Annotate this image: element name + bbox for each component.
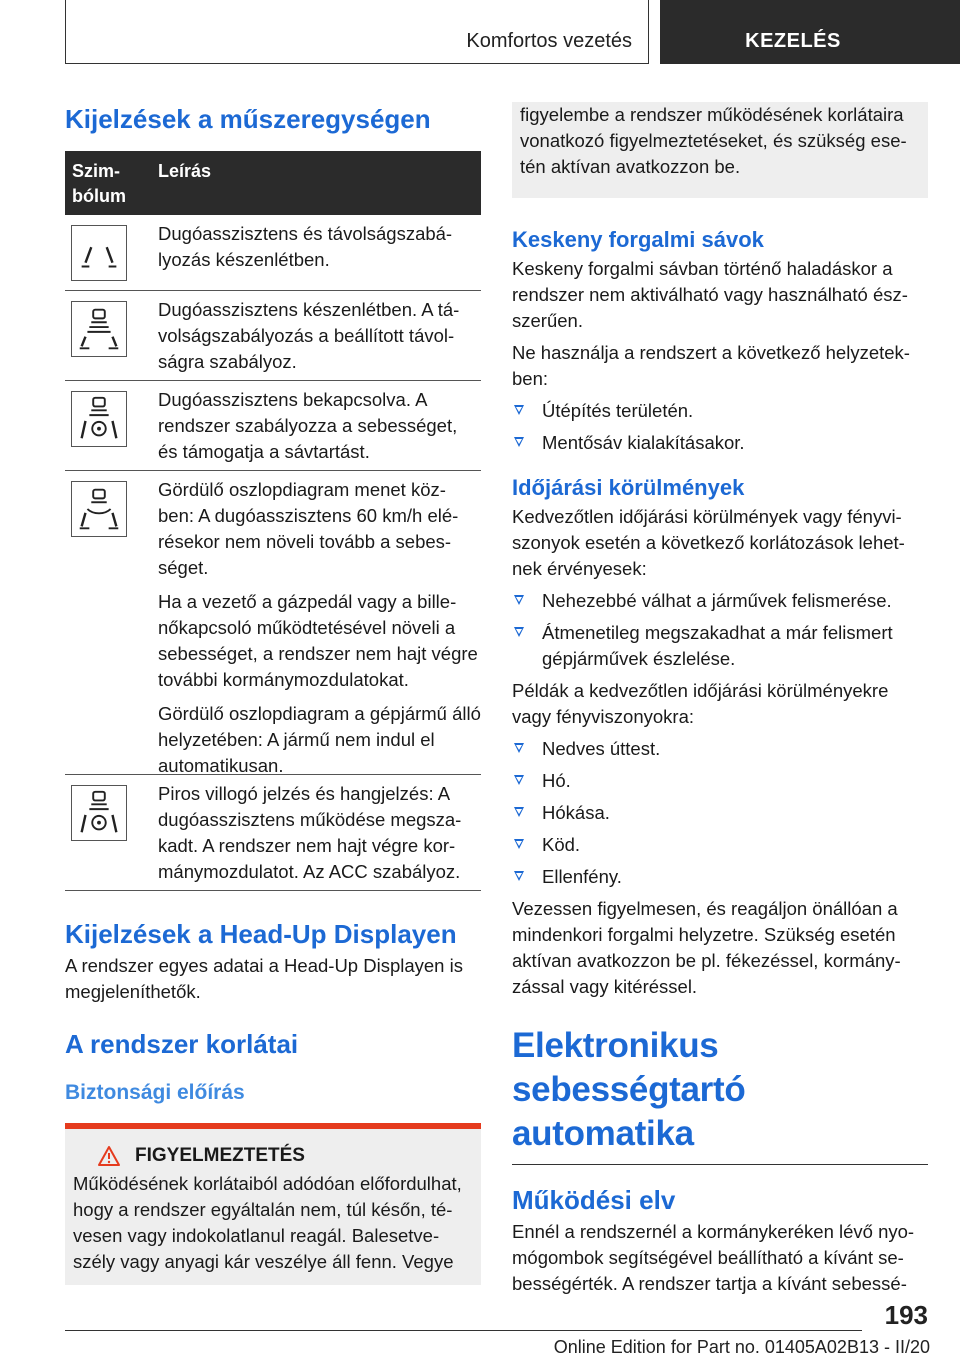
header-left-rule — [65, 0, 66, 64]
triangle-bullet-icon — [514, 595, 524, 605]
paragraph-principle: Ennél a rendszernél a kormánykeréken lévő nyo-mógombok segítségével beállítható a kívánt se-bességérték. A rendszer tartja a kívánt sebessé- — [512, 1221, 915, 1294]
heading-safety: Biztonsági előírás — [65, 1081, 245, 1104]
table-row — [65, 291, 481, 381]
col-description-header: Leírás — [158, 161, 212, 181]
footer-text: Online Edition for Part no. 01405A02B13 - II/20 — [553, 1337, 930, 1357]
assistant-interrupted-icon — [71, 785, 127, 841]
page-number: 193 — [884, 1300, 928, 1330]
table-row — [65, 215, 481, 291]
triangle-bullet-icon — [514, 437, 524, 447]
paragraph-weather-1: Kedvezőtlen időjárási körülmények vagy fényvi-szonyok esetén a következő korlátozások lehet-nek érvényesek: — [512, 506, 905, 579]
warning-text-continued: figyelembe a rendszer működésének korlátaira vonatkozó figyelmeztetéseket, és szükség ese-tén aktívan avatkozzon be. — [520, 104, 907, 177]
heading-rule — [512, 1164, 928, 1165]
heading-principle: Működési elv — [512, 1185, 676, 1215]
paragraph-weather-3: Vezessen figyelmesen, és reagáljon önállóan a mindenkori forgalmi helyzetre. Szükség esetén aktívan avatkozzon be pl. fékezéssel, kormány-zással vagy kitéréssel. — [512, 898, 901, 997]
list-item: Ellenfény. — [512, 864, 928, 890]
footer-rule — [65, 1330, 862, 1331]
list-item: Útépítés területén. — [512, 398, 928, 424]
heading-narrow-lanes: Keskeny forgalmi sávok — [512, 227, 764, 252]
right-column — [512, 102, 928, 1297]
row-description: Piros villogó jelzés és hangjelzés: A dugóasszisztens működése megsza-kadt. A rendszer nem hajt végre kor-mánymozdulatot. Az ACC szabályoz. — [158, 783, 462, 882]
section-title: Komfortos vezetés — [466, 30, 632, 52]
row-description: Gördülő oszlopdiagram menet köz-ben: A dugóasszisztens 60 km/h elé-résekor nem növeli tovább a sebes-séget. — [158, 479, 459, 578]
heading-weather: Időjárási körülmények — [512, 475, 745, 500]
list-weather-2 — [512, 736, 928, 890]
paragraph-narrow-2: Ne használja a rendszert a következő helyzetek-ben: — [512, 342, 910, 389]
header-bottom-rule — [65, 63, 648, 64]
paragraph-narrow-1: Keskeny forgalmi sávban történő haladáskor a rendszer nem aktiválható vagy használható ész-szerűen. — [512, 258, 908, 331]
row-description: Ha a vezető a gázpedál vagy a bille-nőkapcsoló működtetésével növeli a sebességet, a rendszer nem hajt végre további kormánymozdulatokat. — [158, 591, 478, 690]
list-item: Hókása. — [512, 800, 928, 826]
chapter-tab-label: KEZELÉS — [745, 30, 841, 52]
triangle-bullet-icon — [514, 871, 524, 881]
triangle-bullet-icon — [514, 743, 524, 753]
table-row — [65, 381, 481, 471]
list-item: Hó. — [512, 768, 928, 794]
warning-triangle-icon — [97, 1145, 121, 1167]
triangle-bullet-icon — [514, 775, 524, 785]
table-header — [65, 151, 481, 215]
warning-title: FIGYELMEZTETÉS — [135, 1145, 305, 1166]
triangle-bullet-icon — [514, 839, 524, 849]
chapter-tab[interactable] — [660, 0, 960, 64]
list-item: Nedves úttest. — [512, 736, 928, 762]
warning-box — [65, 1129, 481, 1285]
list-item: Mentősáv kialakításakor. — [512, 430, 928, 456]
symbol-table — [65, 151, 481, 891]
header-mid-rule — [648, 0, 649, 64]
warning-box-continued — [512, 102, 928, 198]
rolling-queue-icon — [71, 481, 127, 537]
table-row — [65, 775, 481, 891]
paragraph-weather-2: Példák a kedvezőtlen időjárási körülményekre vagy fényviszonyokra: — [512, 680, 889, 727]
heading-displays: Kijelzések a műszeregységen — [65, 104, 431, 134]
row-description: Dugóasszisztens bekapcsolva. A rendszer szabályozza a sebességet, és támogatja a sávtartást. — [158, 389, 458, 462]
triangle-bullet-icon — [514, 627, 524, 637]
list-item: Átmenetileg megszakadhat a már felismert gépjárművek észlelése. — [512, 620, 928, 672]
row-description: Dugóasszisztens készenlétben. A tá-volságszabályozás a beállított távol-ságra szabályoz. — [158, 299, 460, 372]
traffic-jam-assistant-ready-icon — [71, 225, 127, 281]
triangle-bullet-icon — [514, 807, 524, 817]
col-symbol-header: Szim- bólum — [72, 161, 126, 206]
heading-hud: Kijelzések a Head-Up Displayen — [65, 919, 457, 949]
warning-text: Működésének korlátaiból adódóan előfordulhat, hogy a rendszer egyáltalán nem, túl későn, té-vesen vagy indokolatlanul reagál. Balesetve-szély vagy anyagi kár veszélye áll fenn. Vegye — [73, 1173, 462, 1272]
list-item: Köd. — [512, 832, 928, 858]
heading-cruise-control: Elektronikus sebességtartó automatika — [512, 1026, 746, 1153]
paragraph-hud: A rendszer egyes adatai a Head-Up Displayen is megjeleníthetők. — [65, 955, 463, 1002]
table-row — [65, 471, 481, 775]
heading-limits: A rendszer korlátai — [65, 1029, 299, 1059]
traffic-jam-assistant-active-icon — [71, 391, 127, 447]
traffic-jam-assistant-distance-icon — [71, 301, 127, 357]
row-description: Dugóasszisztens és távolságszabá-lyozás készenlétben. — [158, 223, 453, 270]
row-description: Gördülő oszlopdiagram a gépjármű álló helyzetében: A jármű nem indul el automatikusan. — [158, 703, 481, 776]
triangle-bullet-icon — [514, 405, 524, 415]
list-narrow — [512, 398, 928, 456]
left-column — [65, 102, 481, 1285]
list-item: Nehezebbé válhat a járművek felismerése. — [512, 588, 928, 614]
list-weather-1 — [512, 588, 928, 672]
